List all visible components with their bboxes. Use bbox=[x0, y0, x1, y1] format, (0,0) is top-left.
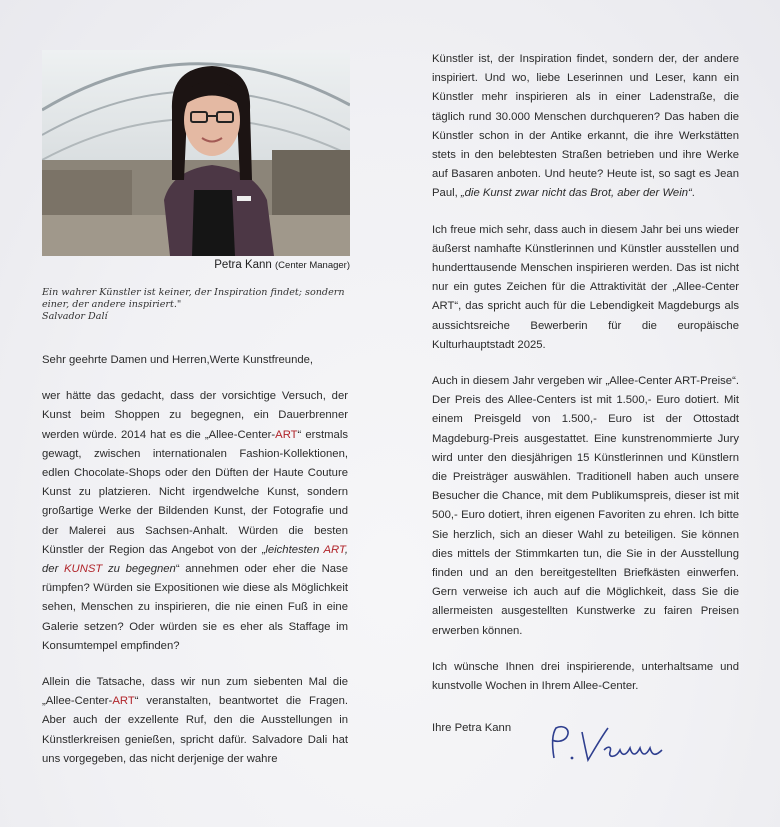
art-highlight: ART bbox=[275, 428, 298, 441]
text-run: Allein die Tatsache, dass wir nun zum siebenten Mal die „Allee-Center- bbox=[42, 676, 348, 708]
right-paragraph-3: Auch in diesem Jahr vergeben wir „Allee-Center ART-Preise“. Der Preis des Allee-Centers ist mit 1.500,- Euro dotiert. Mit einem Preisgeld von 1.500,- Euro ist der Ottostadt Magdeburg-Preis ausgestattet. Eine kunstrenommierte Jury wird unter den diesjährigen 15 Künstlerinnen und Künstlern die Preisträger auswählen. Traditionell haben auch unsere Besucher die Chance, mit dem Publikumspreis, dieser ist mit 500,- Euro dotiert, ihren eigenen Favoriten zu ehren. Ich bitte Sie herzlich, sich an dieser Wahl zu beteiligen. Sie können dies mittels der Stimmkarten tun, die Sie in der Ausstellung finden und an den bereitgestellten Briefkästen einwerfen. Gern verweise ich auch auf die Möglichkeit, dass Sie die allermeisten ausgestellten Kunstwerke zu fairen Preisen erwerben können. bbox=[432, 375, 739, 637]
text-run: “ erstmals gewagt, zwischen internationalen Fashion-Kollektionen, edlen Chocolate-Shops oder den Düften der Haute Couture Kunst zu platzieren. Nicht irgendwelche Kunst, sondern großartige Werke der Bildenden Kunst, der Fotografie und der Malerei aus Sachsen-Anhalt. Würden die besten Künstler der Region das Angebot von der „ bbox=[42, 428, 348, 556]
handwritten-signature bbox=[542, 720, 682, 770]
caption-name: Petra Kann bbox=[214, 259, 272, 271]
text-run: “ annehmen oder eher die Nase rümpfen? Würden sie Expositionen wie diese als Möglichkeit sehen, Menschen zu inspirieren, die nie einen Fuß in eine Galerie setzen? Oder würden sie es eher als Staffage im Konsumtempel empfinden? bbox=[42, 563, 348, 652]
right-paragraph-4: Ich wünsche Ihnen drei inspirierende, unterhaltsame und kunstvolle Wochen in Ihrem Allee-Center. bbox=[432, 660, 739, 693]
right-paragraph-1 bbox=[432, 50, 739, 204]
caption-role: (Center Manager) bbox=[275, 260, 350, 271]
dali-quote bbox=[42, 287, 354, 323]
text-run: wer hätte das gedacht, dass der vorsichtige Versuch, der Kunst beim Shoppen zu begegnen, ein Dauerbrenner werden würde. 2014 hat es die „Allee-Center- bbox=[42, 390, 348, 441]
motto-run: leichtesten bbox=[265, 543, 324, 556]
text-run: . bbox=[691, 187, 695, 200]
kunst-highlight: KUNST bbox=[64, 563, 103, 576]
portrait-photo bbox=[42, 50, 350, 256]
right-paragraph-2: Ich freue mich sehr, dass auch in diesem Jahr bei uns wieder äußerst namhafte Künstlerinnen und Künstler ausstellen und hunderttausende Menschen inspirieren werden. Das ist nicht nur ein gutes Zeichen für die Attraktivität der „Allee-Center ART“, das spricht auch für die Lebendigkeit Magdeburgs als aussichtsreiche Bewerberin für die europäische Kulturhauptstadt 2025. bbox=[432, 223, 739, 351]
right-column bbox=[432, 50, 739, 696]
quote-text: Ein wahrer Künstler ist keiner, der Inspiration findet; sondern einer, der andere inspiriert." bbox=[42, 287, 345, 310]
left-paragraph-1 bbox=[42, 387, 348, 656]
greeting: Sehr geehrte Damen und Herren,Werte Kunstfreunde, bbox=[42, 354, 314, 366]
art-highlight: ART bbox=[112, 695, 135, 708]
art-highlight: ART bbox=[323, 543, 345, 556]
closing-line: Ihre Petra Kann bbox=[432, 722, 512, 734]
motto-run: , der bbox=[42, 543, 348, 576]
quote-author: Salvador Dalí bbox=[42, 311, 108, 322]
motto-run: zu begegnen bbox=[102, 563, 176, 576]
jean-paul-quote: „die Kunst zwar nicht das Brot, aber der Wein“ bbox=[460, 187, 692, 200]
left-column bbox=[42, 351, 348, 769]
left-paragraph-2 bbox=[42, 673, 348, 769]
photo-caption bbox=[42, 259, 350, 271]
text-run: “ veranstalten, beantwortet die Fragen. Aber auch der exzellente Ruf, den die Ausstellungen in Künstlerkreisen genießen, spricht dafür. Salvadore Dali hat uns vorgegeben, das nicht derjenige der wahre bbox=[42, 695, 348, 765]
text-run: Künstler ist, der Inspiration findet, sondern der, der andere inspiriert. Und wo, liebe Leserinnen und Leser, kann ein Künstler mehr inspirieren als in einer Ladenstraße, die täglich rund 30.000 Menschen durchqueren? Das haben die Künstler schon in der Antike erkannt, die ihre Werkstätten stets in den belebtesten Straßen betrieben und ihre Werke auf Basaren anboten. Und heute? Heute ist, so sagt es Jean Paul, bbox=[432, 53, 739, 200]
